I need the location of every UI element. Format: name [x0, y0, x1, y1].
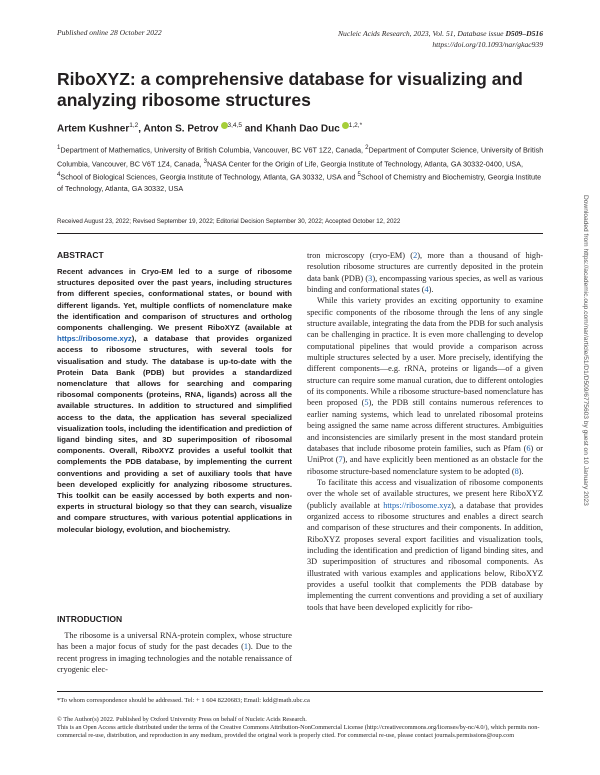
introduction-heading: INTRODUCTION: [57, 614, 123, 624]
abstract-text: Recent advances in Cryo-EM led to a surge of ribosome structures deposited over the past years, including structures from different species, conformational states, or bound with different ligands. Yet, multiple conflicts of nomenclature make the identification and comparison of structures and ortholog components challenging. We present RiboXYZ (available at https://ribosome.xyz), a database that provides organized access to ribosome structures, with several tools for visualisation and study. The database is up-to-date with the Protein Data Bank (PDB) but provides a standardized nomenclature that allows for searching and comparing ribosomal components (proteins, RNA, ligands) across all the available structures. In addition to structured and simplified access to the data, the application has several specialized visualization tools, including the identification and prediction of ligand binding sites, and 3D superimposition of ribosomal components. Overall, RiboXYZ provides a useful toolkit that complements the PDB database, by implementing the current conventions and providing a set of auxiliary tools that have been developed explicitly for analyzing ribosome structures. This toolkit can be easily accessed by both experts and non-experts in structural biology so that they can search, visualize and compare structures, with various potential applications in molecular biology, evolution, and biochemistry.: [57, 267, 292, 534]
divider: [57, 691, 543, 692]
divider: [57, 233, 543, 234]
author-name: Anton S. Petrov: [143, 123, 219, 135]
website-link[interactable]: https://ribosome.xyz: [57, 334, 132, 344]
author-list: Artem Kushner$^{1,2}$, Anton S. Petrov $^{3,4,5}$ and Khanh Dao Duc $^{1,2,*}$: [57, 122, 363, 135]
author-name: Khanh Dao Duc: [265, 123, 340, 135]
submission-dates: Received August 23, 2022; Revised September 19, 2022; Editorial Decision September 30, 2022; Accepted October 12, 2022: [57, 218, 401, 225]
author-name: Artem Kushner: [57, 123, 130, 135]
citation-link[interactable]: 1: [243, 642, 248, 652]
download-watermark: Downloaded from https://academic.oup.com/nar/article/51/D1/D509/6775603 by guest on 10 January 2023: [582, 195, 589, 506]
citation-link[interactable]: 7: [338, 455, 343, 465]
journal-name: Nucleic Acids Research, 2023, Vol. 51, Database issue: [337, 29, 504, 38]
page-range: D509–D516: [505, 29, 543, 38]
abstract-heading: ABSTRACT: [57, 250, 104, 260]
citation-link[interactable]: 5: [364, 398, 369, 408]
citation-link[interactable]: 3: [368, 273, 373, 283]
correspondence-footnote: *To whom correspondence should be addressed. Tel: + 1 604 8220683; Email: kdd@math.ubc.ca: [57, 697, 310, 704]
orcid-icon[interactable]: [221, 122, 228, 129]
citation-link[interactable]: 4: [424, 285, 429, 295]
doi-link[interactable]: https://doi.org/10.1093/nar/gkac939: [432, 40, 543, 49]
published-date: Published online 28 October 2022: [57, 28, 162, 37]
right-column-text: tron microscopy (cryo-EM) (2), more than a thousand of high-resolution ribosome structures are currently deposited in the protein data bank (PDB) (3), encompassing various species, as well as various binding and conformational states (4). While this variety provides an exciting opportunity to examine specific components of the ribosome through the lens of any single structure available, integrating the data from the PDB for such analysis can be challenging in practice. It is even more challenging to develop computational pipelines that would provide a comparison across multiple structures selected by a user. More precisely, identifying the different components—e.g. rRNA, proteins or ligands—of a given structure can require some manual curation, due to different ontologies of its components. While a ribosome structure-based nomenclature has been proposed (5), the PDB still contains numerous references to earlier naming systems, which lead to unrelated ribosomal proteins being assigned the same name across different structures. Ambiguities and inconsistencies are similarly present in the most standard protein databases that include ribosome protein families, such as Pfam (6) or UniProt (7), and have explicitly been mentioned as an obstacle for the ribosome structure-based nomenclature system to be adopted (8). To facilitate this access and visualization of ribosome components over the whole set of available structures, we present here RiboXYZ (publicly available at https://ribosome.xyz), a database that provides organized access to ribosome structures and enables a direct search and comparison of these structures and their components. In addition, RiboXYZ proposes several export facilities and visualization tools, including the identification and prediction of ligand binding sites, and 3D superimposition of structures and ribosomal components. As illustrated with various examples and applications below, RiboXYZ provides a useful toolkit that complements the PDB database by implementing the current conventions and providing a set of auxiliary tools that have been developed explicitly for ribo-: [307, 251, 543, 612]
citation-link[interactable]: 8: [514, 466, 519, 476]
citation-link[interactable]: 2: [413, 251, 418, 260]
citation-link[interactable]: 6: [526, 443, 531, 453]
introduction-text: The ribosome is a universal RNA-protein complex, whose structure has been a major focus of study for the past decades (1). Due to the recent progress in imaging technologies and the notable renaissance of cryogenic elec-: [57, 631, 292, 674]
journal-citation: [300, 28, 543, 50]
license-footer: © The Author(s) 2022. Published by Oxford University Press on behalf of Nucleic Acids Research. This is an Open Access article distributed under the terms of the Creative Commons Attribution-NonCommercial License (http://creativecommons.org/licenses/by-nc/4.0/), which permits non-commercial re-use, distribution, and reproduction in any medium, provided the original work is properly cited. For commercial re-use, please contact journals.permissions@oup.com: [57, 716, 540, 740]
affiliations: $^1$Department of Mathematics, University of British Columbia, Vancouver, BC V6T 1Z2, Canada, $^2$Department of Computer Science, University of British Columbia, Vancouver, BC V6T 1Z4, Canada, $^3$NASA Center for the Origin of Life, Georgia Institute of Technology, Atlanta, GA 30332-0400, USA, $^4$School of Biological Sciences, Georgia Institute of Technology, Atlanta, GA 30332, USA and $^5$School of Chemistry and Biochemistry, Georgia Institute of Technology, Atlanta, GA 30332, USA: [57, 144, 544, 193]
paper-title: RiboXYZ: a comprehensive database for visualizing and analyzing ribosome structures: [57, 69, 523, 110]
website-link[interactable]: https://ribosome.xyz: [383, 500, 452, 510]
orcid-icon[interactable]: [342, 122, 349, 129]
